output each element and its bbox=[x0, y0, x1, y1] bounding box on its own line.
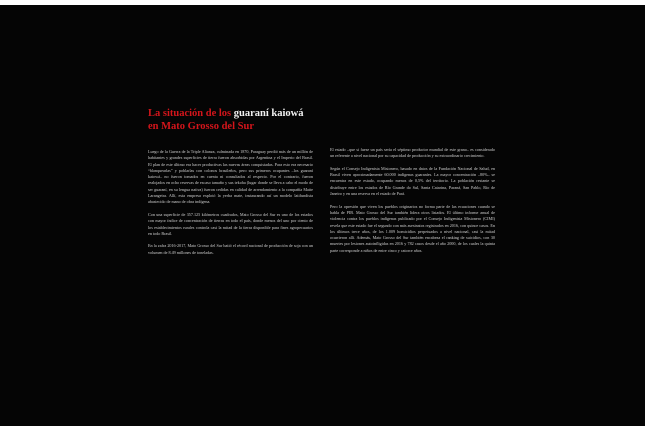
page-title bbox=[148, 107, 378, 133]
paragraph: Con una superficie de 357.125 kilómetros cuadrados, Mato Grosso del Sur es uno de los estados con mayor índice de concentración de tierras en todo el país, donde menos del uno por ciento de los establecimientos rurales controla casi la mitad de la tierra disponible para fines agropecuarios en todo Brasil. bbox=[148, 211, 313, 236]
left-column bbox=[148, 149, 313, 262]
title-highlight: guaraní kaiowá bbox=[233, 108, 304, 119]
right-column bbox=[330, 147, 495, 260]
paragraph: En la zafra 2016-2017, Mato Grosso del Sur batió el récord nacional de producción de soja con un volumen de 8.49 millones de toneladas. bbox=[148, 243, 313, 255]
paragraph: Según el Consejo Indigenista Misionero, basado en datos de la Fundación Nacional de Salud, en Brasil viven aproximadamente 60.000 indígenas guaraníes. La mayor concentración –80%– se encuentra en este estado, ocupando menos de 0,5% del territorio. La población restante se distribuye entre los estados de Río Grande do Sul, Santa Catarina, Paraná, San Pablo, Río de Janeiro y en una reserva en el estado de Pará. bbox=[330, 165, 495, 197]
paragraph: Luego de la Guerra de la Triple Alianza, culminada en 1870, Paraguay perdió más de un millón de habitantes y grandes superficies de tierra fueron absorbidas por Argentina y el Imperio del Brasil. El plan de este último era hacer productivas las nuevas áreas conquistadas. Para esto era necesario “blanquearlas” y poblarlas con colonos brasileños, pero sus primeros ocupantes –los guaraní kaiowá– no fueron tomados en cuenta ni consultados al respecto. Por el contrario, fueron realojados en ocho reservas de escaso tamaño y sus tekoha (lugar donde se lleva a cabo el modo de ser guaraní, en su lengua nativa) fueron cedidas en calidad de arrendamiento a la compañía Matte Larangeira. Allí, esta empresa explotó la yerba mate, instaurando así un modelo latifundista abastecido de mano de obra indígena. bbox=[148, 149, 313, 205]
paragraph: Pero la opresión que viven los pueblos originarios no forma parte de las ecuaciones cuando se habla de PIB. Mato Grosso del Sur también lidera otros listados. El último informe anual de violencia contra los pueblos indígenas publicado por el Consejo Indigenista Misionero (CIMI) revela que este estado fue el segundo con más asesinatos registrados en 2016, con quince casos. En los últimos trece años, de los 1.009 homicidios perpetuados a nivel nacional, casi la mitad ocurrieron allí. Además, Mato Grosso del Sur también encabeza el ranking de suicidios, con 30 muertes por lesiones autoinfligidas en 2016 y 782 casos desde el año 2000, de los cuales la quinta parte corresponde a niños de entre cinco y catorce años. bbox=[330, 203, 495, 253]
paragraph: El estado –que si fuese un país sería el séptimo productor mundial de este grano– es considerado un referente a nivel nacional por su capacidad de producción y su extraordinario crecimiento. bbox=[330, 147, 495, 159]
title-part-2: en Mato Grosso del Sur bbox=[148, 121, 254, 132]
title-part-1: La situación de los bbox=[148, 108, 234, 119]
book-page bbox=[0, 5, 645, 426]
